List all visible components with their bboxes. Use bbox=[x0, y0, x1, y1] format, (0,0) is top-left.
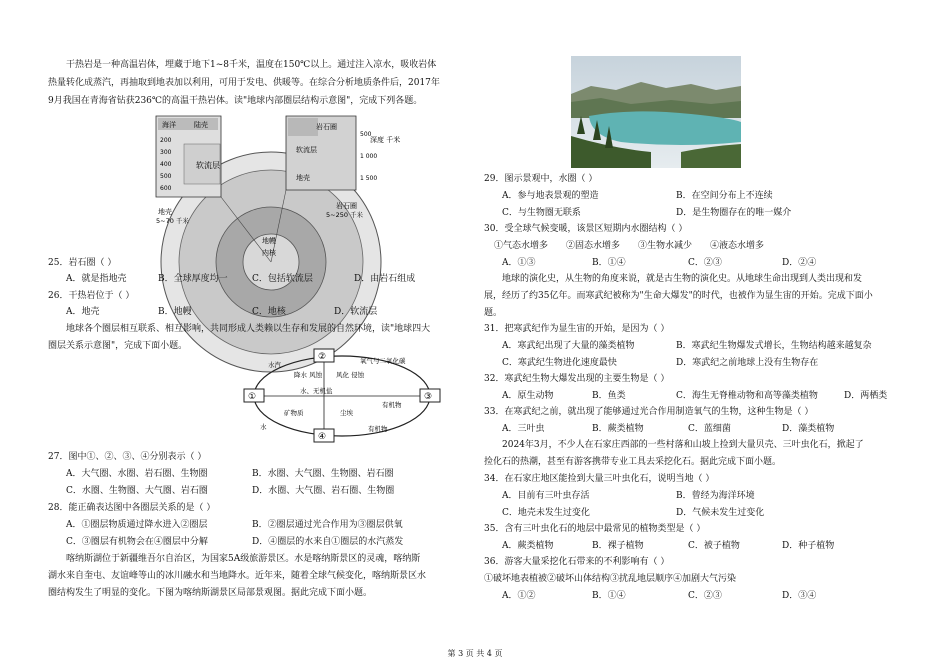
depth-tick-left: 600 bbox=[160, 185, 172, 192]
q34-option-c[interactable]: C．地壳未发生过变化 bbox=[502, 508, 590, 518]
q34-option-a[interactable]: A．目前有三叶虫存活 bbox=[502, 491, 590, 501]
inner-core-label: 内核 bbox=[262, 249, 276, 257]
crust-label: 地壳 bbox=[158, 208, 172, 216]
q26-option-d[interactable]: D．软流层 bbox=[334, 307, 378, 317]
label-water: 水 bbox=[260, 423, 267, 431]
q30-option-c[interactable]: C．②③ bbox=[688, 258, 722, 268]
q30-items: ①气态水增多 ②固态水增多 ③生物水减少 ④液态水增多 bbox=[494, 241, 765, 251]
q32-option-c[interactable]: C．海生无脊椎动物和高等藻类植物 bbox=[676, 391, 818, 401]
crust-right-label: 地壳 bbox=[296, 174, 310, 182]
intro1-line3: 9月我国在青海省钻获236℃的高温干热岩体。读"地球内部圈层结构示意图"，完成下列各题。 bbox=[48, 96, 423, 106]
q26-option-c[interactable]: C．地核 bbox=[252, 307, 286, 317]
q34-option-d[interactable]: D．气候未发生过变化 bbox=[676, 508, 765, 518]
q33-stem: 33．在寒武纪之前，就出现了能够通过光合作用制造氧气的生物，这种生物是（ ） bbox=[484, 407, 814, 417]
q30-option-b[interactable]: B．①④ bbox=[592, 258, 626, 268]
label-organic: 有机物 bbox=[382, 401, 402, 409]
intro2-line2: 圈层关系示意图"，完成下面小题。 bbox=[48, 341, 188, 351]
depth-tick-right: 500 bbox=[360, 131, 372, 138]
intro2-line1: 地球各个圈层相互联系、相互影响，共同形成人类赖以生存和发展的自然环境，读"地球四大 bbox=[66, 324, 431, 334]
kanas-lake-photo bbox=[571, 56, 741, 168]
q25-option-b[interactable]: B．全球厚度均一 bbox=[158, 274, 228, 284]
q29-option-c[interactable]: C．与生物圈无联系 bbox=[502, 208, 581, 218]
q29-option-a[interactable]: A．参与地表景观的塑造 bbox=[502, 191, 599, 201]
label-weathering: 风化 侵蚀 bbox=[336, 371, 365, 379]
q36-stem: 36．游客大量采挖化石带来的不利影响有（ ） bbox=[484, 557, 670, 567]
q35-stem: 35．含有三叶虫化石的地层中最常见的植物类型是（ ） bbox=[484, 524, 706, 534]
q29-option-d[interactable]: D．是生物圈存在的唯一媒介 bbox=[676, 208, 792, 218]
intro4-line3: 题。 bbox=[484, 308, 503, 318]
lithosphere-top-label: 岩石圈 bbox=[316, 123, 337, 131]
label-water-salt: 水、无机盐 bbox=[300, 387, 333, 395]
q31-option-b[interactable]: B．寒武纪生物爆发式增长，生物结构越来越复杂 bbox=[676, 341, 872, 351]
q27-option-b[interactable]: B．水圈、大气圈、生物圈、岩石圈 bbox=[252, 469, 394, 479]
q32-stem: 32．寒武纪生物大爆发出现的主要生物是（ ） bbox=[484, 374, 670, 384]
label-oxygen: 氧气与二氧化碳 bbox=[360, 357, 406, 365]
q35-option-d[interactable]: D．种子植物 bbox=[782, 541, 835, 551]
q32-option-d[interactable]: D．两栖类 bbox=[844, 391, 888, 401]
q36-option-c[interactable]: C．②③ bbox=[688, 591, 722, 601]
q31-option-c[interactable]: C．寒武纪生物进化速度最快 bbox=[502, 358, 617, 368]
label-precip: 降水 风蚀 bbox=[294, 371, 323, 379]
q31-option-d[interactable]: D．寒武纪之前地球上没有生物存在 bbox=[676, 358, 819, 368]
intro1-line2: 热量转化成蒸汽，再抽取到地表加以利用，可用于发电、供暖等。在综合分析地质条件后，2017年 bbox=[48, 78, 440, 88]
depth-tick-left: 400 bbox=[160, 161, 172, 168]
q35-option-c[interactable]: C．被子植物 bbox=[688, 541, 740, 551]
q36-option-d[interactable]: D．③④ bbox=[782, 591, 817, 601]
depth-tick-right: 1 500 bbox=[360, 175, 378, 182]
q26-stem: 26．干热岩位于（ ） bbox=[48, 291, 135, 301]
q27-option-a[interactable]: A．大气圈、水圈、岩石圈、生物圈 bbox=[66, 469, 208, 479]
q28-stem: 28．能正确表达图中各圈层关系的是（ ） bbox=[48, 503, 216, 513]
node-3-label: ③ bbox=[424, 392, 433, 402]
label-dust: 尘埃 bbox=[340, 409, 353, 417]
q34-stem: 34．在石家庄地区能捡到大量三叶虫化石，说明当地（ ） bbox=[484, 474, 715, 484]
four-spheres-diagram bbox=[232, 349, 452, 449]
intro3-line3: 圈结构发生了明显的变化。下图为喀纳斯湖景区局部景观图。据此完成下面小题。 bbox=[48, 588, 373, 598]
depth-tick-left: 500 bbox=[160, 173, 172, 180]
intro3-line1: 喀纳斯湖位于新疆维吾尔自治区，为国家5A级旅游景区。水是喀纳斯景区的灵魂，喀纳斯 bbox=[66, 554, 421, 564]
crust-depth-label: 5~70 千米 bbox=[156, 217, 189, 225]
ocean-label: 海洋 bbox=[162, 121, 176, 129]
lithosphere-depth-label: 5~250 千米 bbox=[326, 211, 364, 219]
q25-option-c[interactable]: C．包括软流层 bbox=[252, 274, 313, 284]
q35-option-a[interactable]: A．蕨类植物 bbox=[502, 541, 554, 551]
q28-option-a[interactable]: A．①圈层物质通过降水进入②圈层 bbox=[66, 520, 208, 530]
q33-option-c[interactable]: C．蓝细菌 bbox=[688, 424, 731, 434]
mantle-label: 地幔 bbox=[262, 237, 276, 245]
node-4-label: ④ bbox=[318, 432, 327, 442]
q25-option-d[interactable]: D．由岩石组成 bbox=[354, 274, 416, 284]
q36-option-b[interactable]: B．①④ bbox=[592, 591, 626, 601]
q32-option-a[interactable]: A．原生动物 bbox=[502, 391, 554, 401]
q36-items: ①破坏地表植被②破坏山体结构③扰乱地层顺序④加剧大气污染 bbox=[484, 574, 737, 584]
q27-option-d[interactable]: D．水圈、大气圈、岩石圈、生物圈 bbox=[252, 486, 395, 496]
intro4-line1: 地球的演化史，从生物的角度来说，就是古生物的演化史。从地球生命出现到人类出现和发 bbox=[502, 274, 863, 284]
q30-option-d[interactable]: D．②④ bbox=[782, 258, 817, 268]
q29-stem: 29．图示景观中，水圈（ ） bbox=[484, 174, 598, 184]
label-water-vapor: 水汽 bbox=[268, 361, 281, 369]
intro5-line1: 2024年3月，不少人在石家庄西部的一些村落和山坡上捡到大量贝壳、三叶虫化石，掀起了 bbox=[502, 440, 864, 450]
depth-tick-left: 200 bbox=[160, 137, 172, 144]
intro5-line2: 捡化石的热潮，甚至有游客携带专业工具去采挖化石。据此完成下面小题。 bbox=[484, 457, 782, 467]
q26-option-b[interactable]: B．地幔 bbox=[158, 307, 192, 317]
q28-option-d[interactable]: D．④圈层的水来自①圈层的水汽蒸发 bbox=[252, 537, 404, 547]
q36-option-a[interactable]: A．①② bbox=[502, 591, 536, 601]
q28-option-c[interactable]: C．③圈层有机物会在④圈层中分解 bbox=[66, 537, 208, 547]
asthenosphere-label: 软流层 bbox=[196, 161, 220, 170]
q27-option-c[interactable]: C．水圈、生物圈、大气圈、岩石圈 bbox=[66, 486, 208, 496]
lithosphere-label: 岩石圈 bbox=[336, 202, 357, 210]
lithosphere-block bbox=[288, 118, 318, 136]
q32-option-b[interactable]: B．鱼类 bbox=[592, 391, 626, 401]
q33-option-b[interactable]: B．蕨类植物 bbox=[592, 424, 644, 434]
page-footer: 第 3 页 共 4 页 bbox=[447, 649, 503, 658]
node-2-label: ② bbox=[318, 352, 327, 362]
node-1-label: ① bbox=[248, 392, 257, 402]
intro1-line1: 干热岩是一种高温岩体，埋藏于地下1~8千米，温度在150℃以上。通过注入凉水，吸收岩体 bbox=[66, 60, 437, 70]
label-minerals: 矿物质 bbox=[284, 409, 304, 417]
q27-stem: 27．图中①、②、③、④分别表示（ ） bbox=[48, 452, 207, 462]
intro4-line2: 展，经历了约35亿年。而寒武纪被称为"生命大爆发"的时代，也被作为显生宙的开始。完成下面小 bbox=[484, 291, 873, 301]
label-organic-2: 有机物 bbox=[368, 425, 388, 433]
intro3-line2: 湖水来自奎屯、友谊峰等山的冰川融水和当地降水。近年来，随着全球气候变化，喀纳斯景区水 bbox=[48, 571, 427, 581]
q31-option-a[interactable]: A．寒武纪出现了大量的藻类植物 bbox=[502, 341, 635, 351]
q33-option-a[interactable]: A．三叶虫 bbox=[502, 424, 545, 434]
q29-option-b[interactable]: B．在空间分布上不连续 bbox=[676, 191, 773, 201]
q34-option-b[interactable]: B．曾经为海洋环境 bbox=[676, 491, 755, 501]
q31-stem: 31．把寒武纪作为显生宙的开始，是因为（ ） bbox=[484, 324, 670, 334]
q28-option-b[interactable]: B．②圈层通过光合作用为③圈层供氧 bbox=[252, 520, 403, 530]
depth-title: 深度 千米 bbox=[370, 136, 401, 144]
q26-option-a[interactable]: A．地壳 bbox=[66, 307, 100, 317]
q33-option-d[interactable]: D．藻类植物 bbox=[782, 424, 835, 434]
q30-option-a[interactable]: A．①③ bbox=[502, 258, 536, 268]
asthenosphere-right-label: 软流层 bbox=[296, 146, 317, 154]
q25-option-a[interactable]: A．就是指地壳 bbox=[66, 274, 127, 284]
q25-stem: 25．岩石圈（ ） bbox=[48, 258, 117, 268]
depth-tick-left: 300 bbox=[160, 149, 172, 156]
q35-option-b[interactable]: B．裸子植物 bbox=[592, 541, 644, 551]
q30-stem: 30．受全球气候变暖，该景区短期内水圈结构（ ） bbox=[484, 224, 688, 234]
earth-interior-diagram bbox=[156, 112, 401, 258]
continent-label: 陆壳 bbox=[194, 121, 208, 129]
depth-tick-right: 1 000 bbox=[360, 153, 378, 160]
